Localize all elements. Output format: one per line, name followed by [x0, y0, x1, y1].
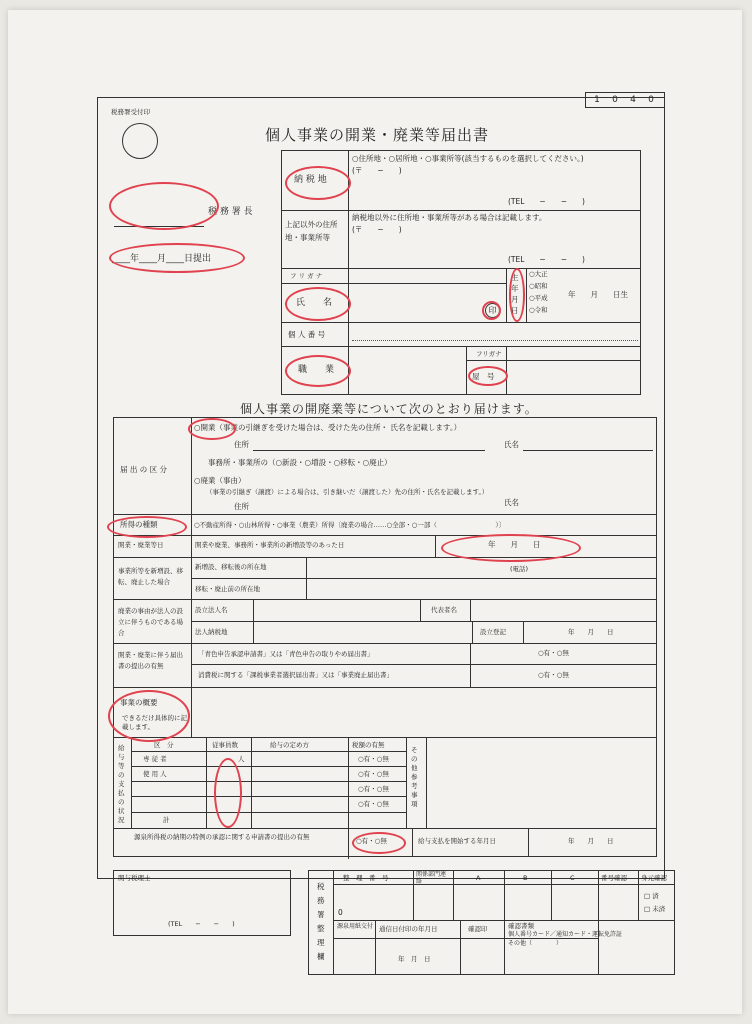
other-address-label: 上記以外の住所地・事業所等	[285, 220, 338, 242]
daihyo-label: 代表者名	[431, 606, 457, 614]
row-line	[131, 781, 406, 782]
row-line	[191, 664, 657, 665]
hojin-label: 廃業の事由が法人の設立に伴うものである場合	[118, 607, 183, 637]
annotation-oval	[468, 366, 508, 386]
annotation-oval	[188, 418, 236, 440]
shimei-line	[523, 450, 653, 451]
row-line	[281, 346, 641, 347]
gensen-yumu[interactable]: ○有・○無	[356, 837, 387, 845]
gaiyo-label: 事業の概要	[120, 698, 158, 707]
aoiro-yumu[interactable]: ○有・○無	[538, 649, 569, 657]
iten-label: 移転・廃止前の所在地	[195, 585, 260, 593]
jigyosho-option[interactable]: 事務所・事業所の（○新設・○増設・○移転・○廃止）	[208, 458, 392, 467]
main-label-col	[191, 417, 192, 737]
col-sadamekata: 給与の定め方	[270, 741, 309, 749]
haigyo-note: （事業の引継ぎ（譲渡）による場合は、引き継いだ（譲渡した）先の住所・氏名を記載します。）	[206, 488, 489, 496]
nozeichi-options[interactable]: ○住所地・○居所地・○事業所等(該当するものを選択してください。)	[352, 154, 584, 163]
frame-left	[97, 97, 98, 879]
era-showa[interactable]: ○昭和	[529, 282, 548, 290]
setsuritsu-label: 設立法人名	[195, 606, 228, 614]
row-line	[281, 283, 506, 284]
kyuyo-start-date[interactable]: 年 月 日	[568, 837, 614, 845]
zumi-checkbox[interactable]: □ 済	[644, 892, 659, 900]
denwa-label: (電話)	[510, 565, 529, 573]
annotation-oval	[108, 690, 190, 742]
code-digit: 0	[648, 95, 654, 105]
col-line	[306, 557, 307, 599]
birth-label: 生年月日	[511, 273, 519, 315]
annotation-oval	[509, 268, 525, 322]
form-paper	[8, 10, 742, 1014]
col-kubun: 区 分	[154, 741, 174, 749]
col-line	[504, 870, 505, 975]
kakunin-in-label: 確認印	[468, 925, 488, 933]
col-line	[528, 828, 529, 857]
zero-mark: 0	[338, 908, 343, 917]
row-line	[113, 737, 657, 738]
zeigaku-yumu-2[interactable]: ○有・○無	[358, 770, 389, 778]
birth-date[interactable]: 年 月 日生	[568, 290, 628, 299]
name-label: 氏 名	[296, 298, 333, 308]
era-heisei[interactable]: ○平成	[529, 294, 548, 302]
shotoku-options[interactable]: ○不動産所得・○山林所得・○事業（農業）所得〔廃業の場合……○全部・○一部（ ）〕	[194, 521, 506, 529]
shohizei-label: 消費税に関する「課税事業者選択届出書」又は「事業廃止届出書」	[198, 671, 393, 679]
annotation-oval	[285, 166, 351, 200]
haigyo-option[interactable]: ○廃業（事由）	[194, 476, 246, 485]
col-line	[348, 737, 349, 859]
annotation-oval	[285, 287, 351, 321]
col-line	[472, 621, 473, 643]
zeigaku-yumu-1[interactable]: ○有・○無	[358, 755, 389, 763]
form-title: 個人事業の開業・廃業等届出書	[265, 126, 490, 144]
jusho-label: 住所	[234, 440, 249, 449]
bango-kakunin-label: 番号確認	[601, 874, 627, 882]
row-kei: 計	[163, 816, 170, 824]
col-a: A	[476, 874, 481, 882]
kaigyo-date[interactable]: 年 月 日	[488, 540, 541, 549]
row-line	[131, 751, 406, 752]
annotation-oval	[482, 301, 501, 320]
stamp-circle	[122, 123, 158, 159]
col-line	[506, 346, 507, 395]
row-line	[131, 796, 406, 797]
row-shiyonin: 使 用 人	[143, 770, 167, 778]
col-line	[413, 870, 414, 920]
annotation-oval	[109, 182, 219, 230]
mimoto-label: 身元確認	[641, 874, 667, 882]
tsushin-label: 通信日付印の年月日	[379, 925, 438, 933]
row-line	[113, 557, 657, 558]
col-jugyoin: 従事員数	[212, 741, 238, 749]
jusho2-label: 住所	[234, 502, 249, 511]
col-line	[253, 599, 254, 643]
shimei-label: 氏名	[504, 440, 519, 449]
subtitle: 個人事業の開廃業等について次のとおり届けます。	[240, 402, 538, 416]
gensen-label: 源泉所得税の納期の特例の承認に関する申請書の提出の有無	[134, 833, 310, 841]
nozeichi-tel[interactable]: (TEL − − )	[508, 197, 585, 206]
col-c: C	[570, 874, 575, 882]
row-line	[131, 812, 406, 813]
todoke-label: 開業・廃業に伴う届出書の提出の有無	[118, 651, 183, 670]
tsushin-date[interactable]: 年 月 日	[398, 955, 431, 963]
row-senjusha: 専 従 者	[143, 755, 167, 763]
row-line	[281, 210, 641, 211]
nozeichi-postal[interactable]: (〒 − )	[352, 166, 402, 175]
other-address-tel[interactable]: (TEL − − )	[508, 255, 585, 264]
furigana-label: フ リ ガ ナ	[290, 272, 323, 280]
jusho-line	[253, 450, 485, 451]
job-label: 職 業	[298, 365, 335, 375]
tax-office-label: 税 務 署 長	[208, 207, 253, 217]
row-line	[113, 687, 657, 688]
mynumber-field[interactable]	[352, 340, 638, 341]
zeigaku-yumu-4[interactable]: ○有・○無	[358, 800, 389, 808]
kaigyo-date-label: 開業・廃業等日	[118, 541, 164, 549]
zeirishi-label: 関与税理士	[118, 874, 151, 882]
row-line	[113, 643, 657, 644]
kyuyo-start-label: 給与支払を開始する年月日	[418, 837, 496, 845]
frame-top	[97, 97, 665, 98]
annotation-oval	[214, 758, 242, 828]
nin-unit: 人	[238, 755, 245, 763]
seiri-bango-label: 整 理 番 号	[343, 874, 389, 882]
stamp-label: 税務署受付印	[111, 108, 150, 116]
code-digit: 0	[612, 95, 618, 105]
frame-right	[664, 97, 665, 879]
col-line	[406, 737, 407, 828]
shotoku-label: 所得の種類	[120, 520, 158, 529]
col-line	[470, 599, 471, 621]
kaigyo-date-desc: 開業や廃業、事務所・事業所の新増設等のあった日	[195, 541, 345, 549]
kaigyo-option[interactable]: ○開業（事業の引継ぎを受けた場合は、受けた先の住所・ 氏名を記載します。）	[194, 423, 462, 432]
row-line	[466, 360, 641, 361]
col-line	[466, 346, 467, 395]
aoiro-label: 「青色申告承認申請書」又は「青色申告の取りやめ届出書」	[198, 650, 374, 658]
nozeichi-label: 納 税 地	[294, 175, 327, 185]
col-line	[375, 920, 376, 975]
era-taisho[interactable]: ○大正	[529, 270, 548, 278]
col-line	[412, 828, 413, 857]
kakunin-shorui-label: 確認書類	[508, 922, 534, 930]
col-line	[506, 268, 507, 322]
col-line	[460, 920, 461, 975]
era-reiwa[interactable]: ○令和	[529, 306, 548, 314]
row-line	[191, 621, 657, 622]
col-line	[333, 870, 334, 975]
code-digit: 4	[630, 95, 636, 105]
shinzo-label: 新増設、移転後の所在地	[195, 563, 267, 571]
furigana-label-2: フリガナ	[476, 350, 502, 358]
code-digit: 1	[594, 95, 600, 105]
col-line	[598, 870, 599, 975]
col-line	[526, 268, 527, 322]
kubun-label: 届 出 の 区 分	[120, 465, 168, 474]
setsuritsu-toki-label: 設立登記	[480, 628, 506, 636]
seal-mark: 印	[485, 303, 500, 318]
col-line	[523, 621, 524, 643]
jigyosho-label: 事業所等を新増設、移転、廃止した場合	[118, 567, 183, 586]
sonota-doc-label: その他（ ）	[508, 940, 563, 947]
mizumi-checkbox[interactable]: □ 未済	[644, 905, 666, 913]
col-line	[470, 643, 471, 687]
row-line	[281, 268, 641, 269]
gensen-yoshi-label: 源泉用紙交付	[337, 923, 374, 930]
col-line	[638, 870, 639, 920]
col-b: B	[523, 874, 528, 882]
annotation-oval	[107, 516, 187, 538]
kankei-label: 関係部門連 絡	[416, 871, 453, 885]
annotation-oval	[285, 355, 351, 387]
hojin-nozei-label: 法人納税地	[195, 628, 228, 636]
mynumber-label: 個 人 番 号	[288, 330, 326, 339]
col-line	[420, 599, 421, 621]
other-address-note: 納税地以外に住所地・事業所等がある場合は記載します。	[352, 213, 547, 222]
shimei2-label: 氏名	[504, 498, 519, 507]
annotation-oval	[109, 243, 245, 273]
row-line	[113, 514, 657, 515]
annotation-oval	[441, 534, 581, 562]
row-line	[113, 535, 657, 536]
toki-date[interactable]: 年 月 日	[568, 628, 614, 636]
col-line	[426, 737, 427, 828]
row-line	[113, 599, 657, 600]
row-line	[191, 578, 657, 579]
annotation-oval	[352, 832, 406, 854]
row-line	[131, 766, 406, 767]
col-zeigaku: 税額の有無	[352, 741, 385, 749]
zeirishi-tel[interactable]: (TEL − − )	[168, 920, 235, 928]
office-col-label: 税務署整理欄	[317, 882, 325, 961]
gaiyo-note: できるだけ具体的に記載します。	[122, 714, 187, 731]
submit-date: ____年____月____日提出	[112, 254, 212, 264]
col-line	[435, 535, 436, 557]
zeigaku-yumu-3[interactable]: ○有・○無	[358, 785, 389, 793]
kyuyo-label: 給与等の支払の状況	[118, 744, 125, 824]
shohizei-yumu[interactable]: ○有・○無	[538, 671, 569, 679]
yago-label: 屋 号	[472, 372, 495, 381]
col-line	[551, 870, 552, 920]
other-address-postal[interactable]: (〒 − )	[352, 225, 402, 234]
card-label: 個人番号カード／通知カード・運転免許証	[508, 931, 623, 938]
row-line	[281, 322, 641, 323]
sonota-label: その他参考事項	[411, 746, 418, 808]
row-line	[113, 828, 657, 829]
col-line	[453, 870, 454, 920]
